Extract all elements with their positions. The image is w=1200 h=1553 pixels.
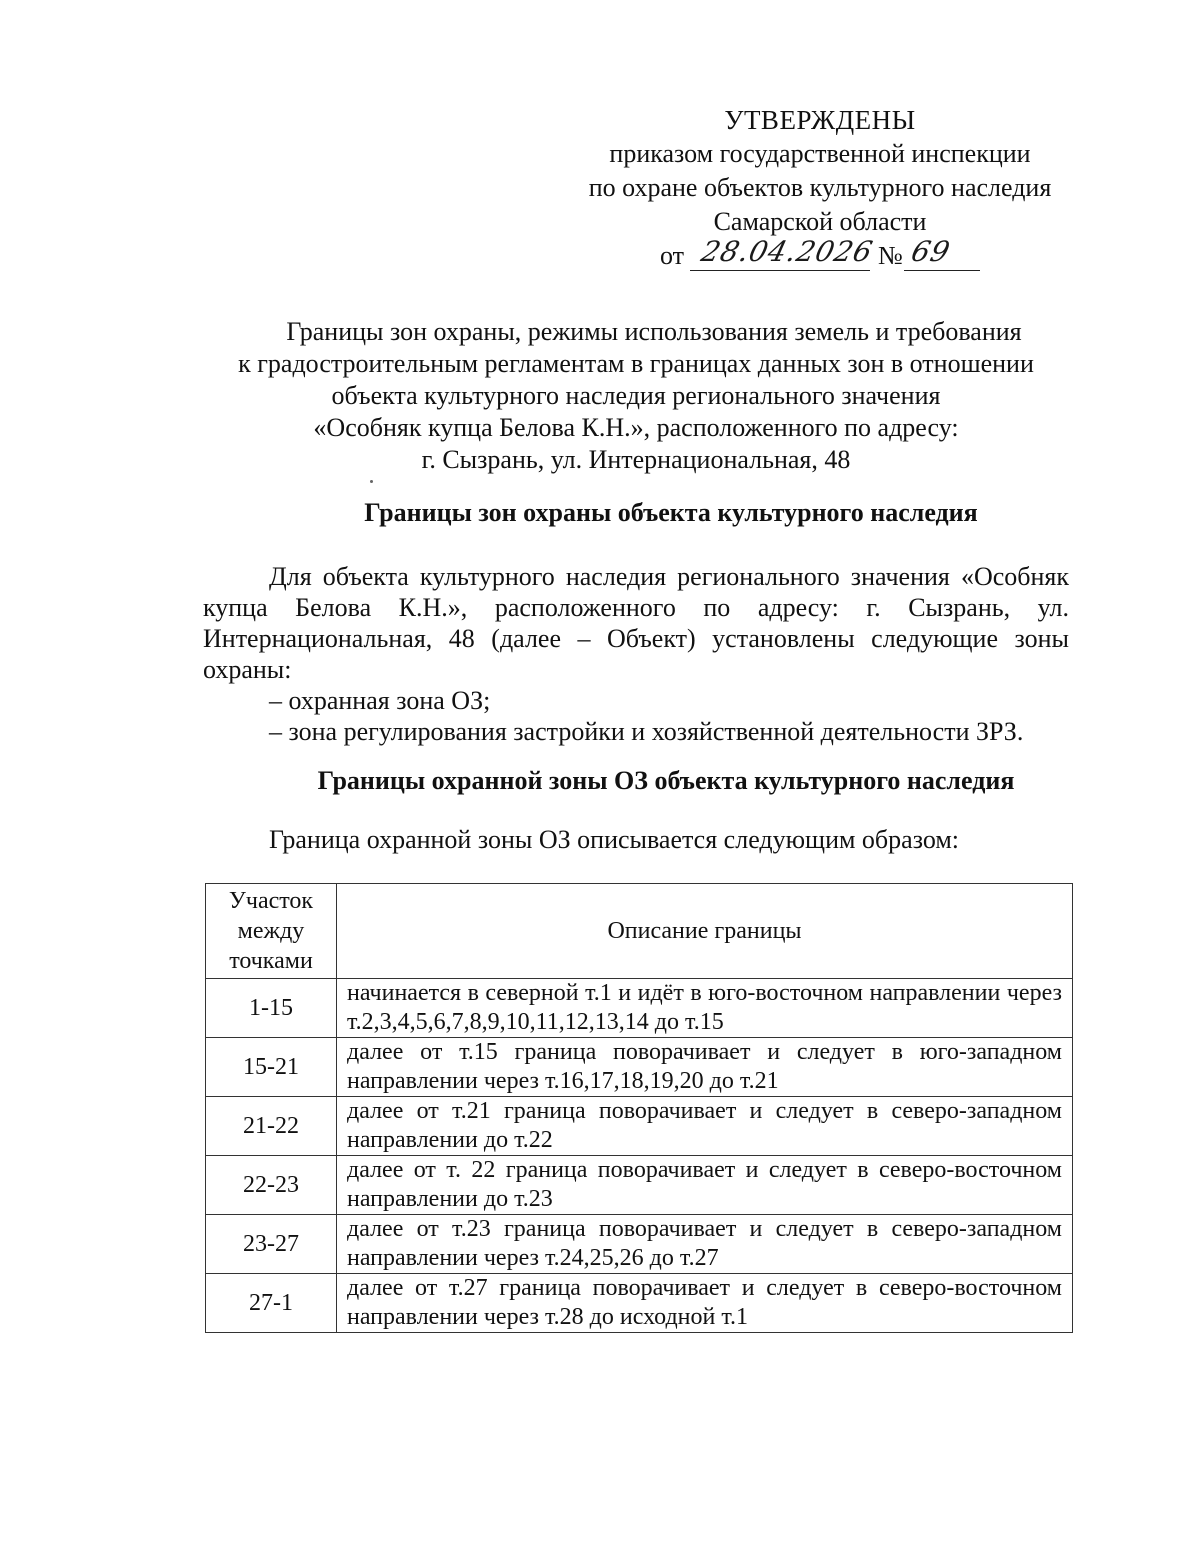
header-description: Описание границы bbox=[337, 884, 1073, 979]
header-segment-line: Участок bbox=[228, 888, 314, 914]
title-line-5: г. Сызрань, ул. Интернациональная, 48 bbox=[421, 445, 851, 474]
description-cell: далее от т. 22 граница поворачивает и следует в северо-восточном направлении до т.23 bbox=[337, 1156, 1073, 1215]
approval-line-2: по охране объектов культурного наследия bbox=[588, 173, 1052, 202]
section-zones-body bbox=[203, 561, 1069, 747]
description-cell: далее от т.23 граница поворачивает и следует в северо-западном направлении через т.24,25,26 до т.27 bbox=[337, 1215, 1073, 1274]
number-prefix: № bbox=[878, 241, 903, 270]
boundary-table bbox=[205, 883, 1073, 1333]
title-line-4: «Особняк купца Белова К.Н.», расположенного по адресу: bbox=[313, 413, 959, 442]
handwritten-number: 69 bbox=[908, 235, 954, 268]
document-title bbox=[200, 316, 1072, 476]
description-cell: далее от т.15 граница поворачивает и следует в юго-западном направлении через т.16,17,18,19,20 до т.21 bbox=[337, 1038, 1073, 1097]
section-heading-zones: Границы зон охраны объекта культурного наследия bbox=[364, 498, 978, 527]
title-line-1: Границы зон охраны, режимы использования земель и требования bbox=[286, 317, 1022, 346]
title-line-2: к градостроительным регламентам в границах данных зон в отношении bbox=[238, 349, 1034, 378]
approval-heading: УТВЕРЖДЕНЫ bbox=[724, 105, 916, 135]
oz-intro-text: Граница охранной зоны ОЗ описывается следующим образом: bbox=[269, 825, 960, 854]
table-row bbox=[206, 1038, 1073, 1097]
description-cell: далее от т.27 граница поворачивает и следует в северо-восточном направлении через т.28 до исходной т.1 bbox=[337, 1274, 1073, 1333]
table-row bbox=[206, 1156, 1073, 1215]
approval-line-3: Самарской области bbox=[713, 207, 927, 236]
description-cell: далее от т.21 граница поворачивает и следует в северо-западном направлении до т.22 bbox=[337, 1097, 1073, 1156]
table-header-row bbox=[206, 884, 1073, 979]
table-row bbox=[206, 1274, 1073, 1333]
segment-cell: 15-21 bbox=[206, 1038, 337, 1097]
zones-paragraph: Для объекта культурного наследия регионального значения «Особняк купца Белова К.Н.», расположенного по адресу: г. Сызрань, ул. Интернациональная, 48 (далее – Объект) установлены следующие зоны охраны: bbox=[203, 562, 1069, 684]
header-segment bbox=[206, 884, 337, 979]
table-row bbox=[206, 1097, 1073, 1156]
zone-list-item: – зона регулирования застройки и хозяйственной деятельности ЗРЗ. bbox=[269, 717, 1024, 746]
header-segment-line: между bbox=[237, 918, 305, 944]
approval-block bbox=[560, 103, 1080, 275]
segment-cell: 27-1 bbox=[206, 1274, 337, 1333]
date-underline bbox=[690, 270, 870, 271]
header-segment-line: точками bbox=[229, 948, 313, 974]
order-date-number-line bbox=[560, 235, 1080, 275]
handwritten-date: 28.04.2026 bbox=[698, 235, 877, 268]
zone-list-item: – охранная зона ОЗ; bbox=[269, 686, 491, 715]
description-cell: начинается в северной т.1 и идёт в юго-восточном направлении через т.2,3,4,5,6,7,8,9,10,11,12,13,14 до т.15 bbox=[337, 979, 1073, 1038]
number-underline bbox=[904, 270, 980, 271]
date-prefix: от bbox=[660, 241, 685, 270]
table-row bbox=[206, 979, 1073, 1038]
segment-cell: 1-15 bbox=[206, 979, 337, 1038]
segment-cell: 23-27 bbox=[206, 1215, 337, 1274]
table-row bbox=[206, 1215, 1073, 1274]
approval-line-1: приказом государственной инспекции bbox=[609, 139, 1031, 168]
segment-cell: 22-23 bbox=[206, 1156, 337, 1215]
section-heading-oz: Границы охранной зоны ОЗ объекта культурного наследия bbox=[317, 766, 1015, 795]
title-line-3: объекта культурного наследия регионального значения bbox=[331, 381, 941, 410]
scan-speck bbox=[370, 480, 373, 483]
segment-cell: 21-22 bbox=[206, 1097, 337, 1156]
